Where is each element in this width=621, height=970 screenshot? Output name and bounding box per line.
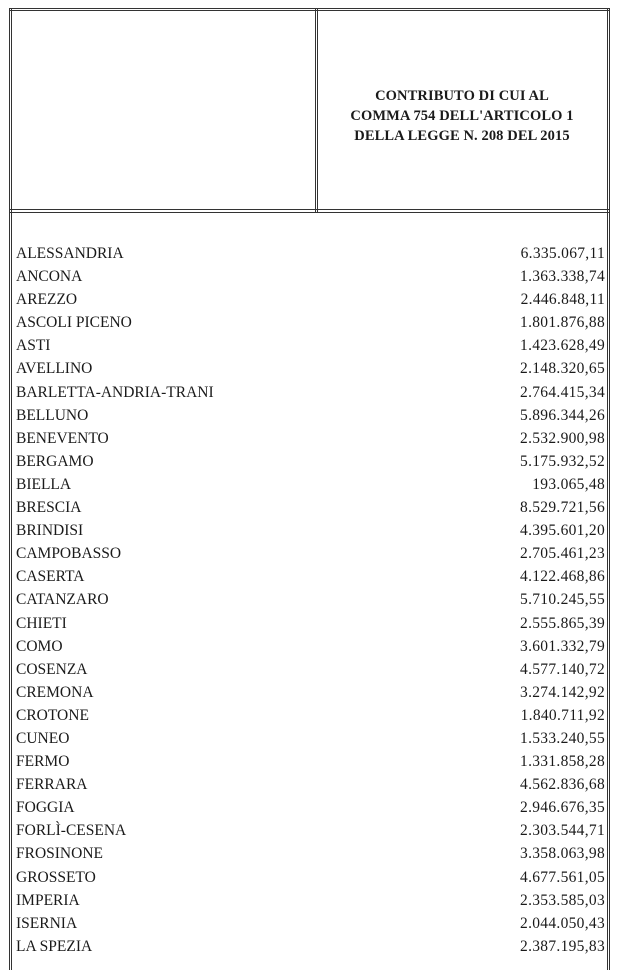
province-name: ANCONA (16, 268, 83, 286)
province-name: BIELLA (16, 475, 72, 493)
contribution-amount: 2.387.195,83 (520, 937, 605, 955)
table-top-border (9, 8, 610, 11)
province-name: CUNEO (16, 729, 70, 747)
table-row (16, 542, 605, 565)
table-row (16, 519, 605, 542)
contribution-amount: 2.532.900,98 (520, 429, 605, 447)
contribution-amount: 1.423.628,49 (520, 337, 605, 355)
table-row (16, 773, 605, 796)
province-name: FORLÌ-CESENA (16, 822, 127, 840)
header-line-2: COMMA 754 DELL'ARTICOLO 1 (350, 108, 574, 124)
province-name: ASCOLI PICENO (16, 314, 132, 332)
table-row (16, 357, 605, 380)
contribution-amount: 4.577.140,72 (520, 660, 605, 678)
province-name: BERGAMO (16, 452, 94, 470)
province-name: FERMO (16, 753, 70, 771)
table-row (16, 727, 605, 750)
table-row (16, 381, 605, 404)
province-name: ISERNIA (16, 914, 78, 932)
table-row (16, 889, 605, 912)
table-row (16, 681, 605, 704)
table-right-border (607, 8, 610, 970)
contribution-amount: 4.677.561,05 (520, 868, 605, 886)
province-name: AVELLINO (16, 360, 93, 378)
contribution-amount: 2.705.461,23 (520, 545, 605, 563)
table-row (16, 496, 605, 519)
table-row (16, 658, 605, 681)
header-row-divider (9, 209, 610, 213)
contribution-amount: 2.148.320,65 (520, 360, 605, 378)
table-row (16, 704, 605, 727)
province-name: BARLETTA-ANDRIA-TRANI (16, 383, 214, 401)
table-row (16, 334, 605, 357)
province-name: BELLUNO (16, 406, 89, 424)
table-row (16, 311, 605, 334)
province-name: AREZZO (16, 291, 78, 309)
province-name: GROSSETO (16, 868, 96, 886)
contribution-amount: 3.358.063,98 (520, 845, 605, 863)
province-name: BENEVENTO (16, 429, 109, 447)
table-row (16, 242, 605, 265)
province-name: CROTONE (16, 706, 89, 724)
contribution-amount: 1.801.876,88 (520, 314, 605, 332)
province-name: COMO (16, 637, 63, 655)
contribution-amount: 8.529.721,56 (520, 499, 605, 517)
table-left-border (9, 8, 12, 970)
contribution-amount: 4.122.468,86 (520, 568, 605, 586)
contribution-amount: 5.896.344,26 (520, 406, 605, 424)
province-name: CASERTA (16, 568, 85, 586)
header-line-3: DELLA LEGGE N. 208 DEL 2015 (354, 128, 570, 144)
table-row (16, 427, 605, 450)
table-row (16, 450, 605, 473)
province-name: FROSINONE (16, 845, 103, 863)
contribution-amount: 2.303.544,71 (520, 822, 605, 840)
contribution-amount: 4.562.836,68 (520, 776, 605, 794)
contribution-amount: 4.395.601,20 (520, 522, 605, 540)
province-name: ASTI (16, 337, 51, 355)
province-name: IMPERIA (16, 891, 80, 909)
table-row (16, 935, 605, 958)
province-name: BRINDISI (16, 522, 84, 540)
contribution-amount: 3.601.332,79 (520, 637, 605, 655)
contribution-amount: 1.331.858,28 (520, 753, 605, 771)
contribution-amount: 5.710.245,55 (520, 591, 605, 609)
table-row (16, 796, 605, 819)
province-name: BRESCIA (16, 499, 82, 517)
contribution-amount: 1.363.338,74 (520, 268, 605, 286)
contribution-amount: 5.175.932,52 (520, 452, 605, 470)
table-row (16, 842, 605, 865)
table-row (16, 750, 605, 773)
header-line-1: CONTRIBUTO DI CUI AL (375, 88, 549, 104)
table-row (16, 565, 605, 588)
province-name: CREMONA (16, 683, 94, 701)
table-row (16, 612, 605, 635)
province-name: CATANZARO (16, 591, 109, 609)
province-name: COSENZA (16, 660, 88, 678)
contribution-amount: 2.946.676,35 (520, 799, 605, 817)
table-row (16, 288, 605, 311)
contribution-amount: 3.274.142,92 (520, 683, 605, 701)
contribution-amount: 2.044.050,43 (520, 914, 605, 932)
contribution-column-header (318, 86, 606, 146)
province-name: CHIETI (16, 614, 67, 632)
table-row (16, 866, 605, 889)
province-name: FOGGIA (16, 799, 75, 817)
contribution-amount: 6.335.067,11 (520, 245, 605, 262)
table-body (16, 242, 605, 958)
contribution-amount: 1.840.711,92 (520, 706, 605, 724)
table-row (16, 265, 605, 288)
table-row (16, 473, 605, 496)
table-row (16, 635, 605, 658)
contribution-amount: 2.764.415,34 (520, 383, 605, 401)
contribution-amount: 1.533.240,55 (520, 729, 605, 747)
province-name: CAMPOBASSO (16, 545, 122, 563)
province-name: LA SPEZIA (16, 937, 93, 955)
table-row (16, 912, 605, 935)
province-name: FERRARA (16, 776, 88, 794)
contribution-amount: 2.353.585,03 (520, 891, 605, 909)
contribution-amount: 193.065,48 (532, 475, 605, 493)
contribution-table (9, 8, 610, 970)
province-name: ALESSANDRIA (16, 245, 124, 262)
table-row (16, 404, 605, 427)
contribution-amount: 2.555.865,39 (520, 614, 605, 632)
table-row (16, 588, 605, 611)
contribution-amount: 2.446.848,11 (520, 291, 605, 309)
table-row (16, 819, 605, 842)
